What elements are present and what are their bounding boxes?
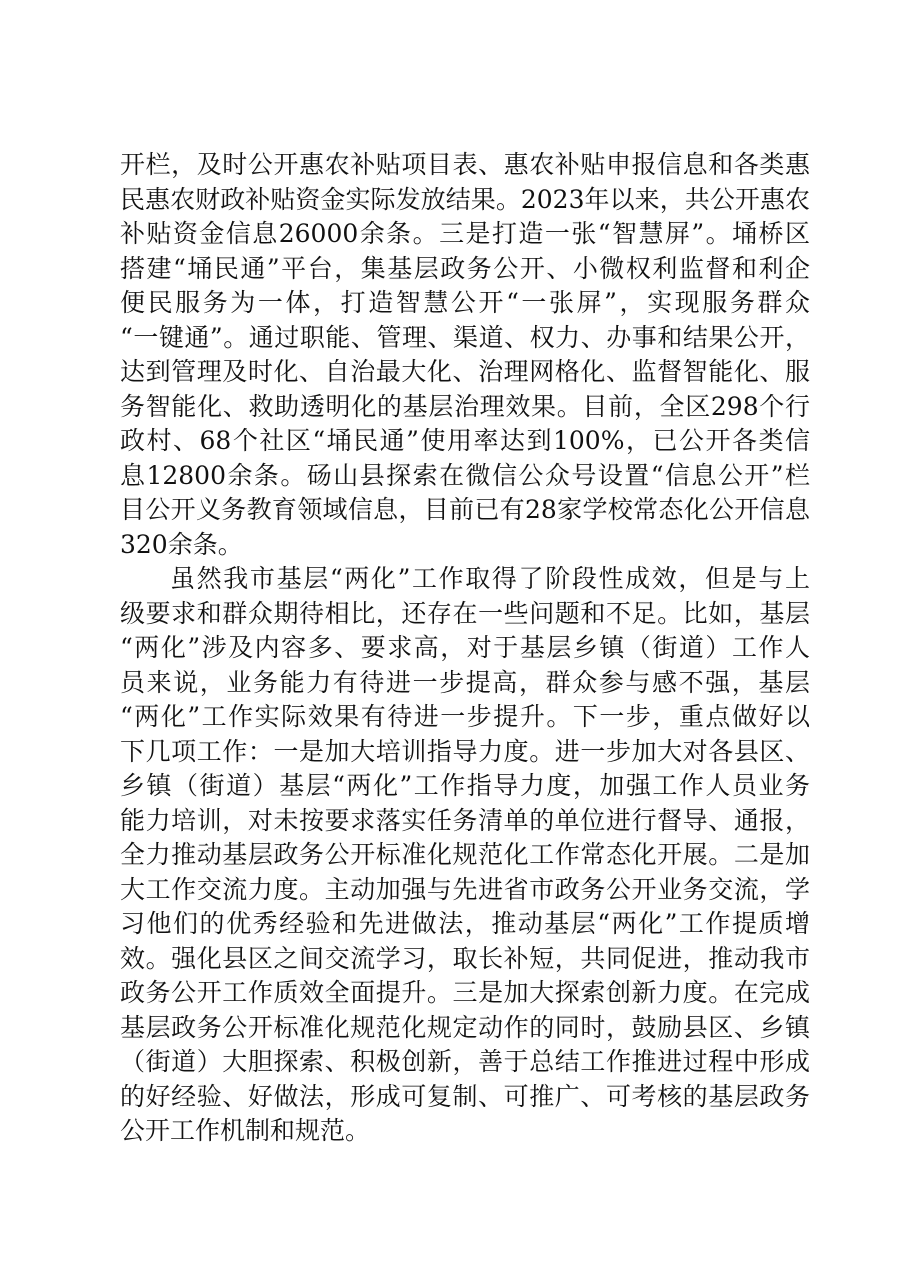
text-line: 全力推动基层政务公开标准化规范化工作常态化开展。二是加 — [120, 840, 810, 869]
text-line: 公开工作机制和规范。 — [120, 1116, 371, 1145]
text-line: 大工作交流力度。主动加强与先进省市政务公开业务交流，学 — [120, 874, 810, 904]
text-line: 下几项工作：一是加大培训指导力度。进一步加大对各县区、 — [120, 736, 810, 766]
text-line: “两化”工作实际效果有待进一步提升。下一步，重点做好以 — [120, 702, 810, 731]
text-line: 能力培训，对未按要求落实任务清单的单位进行督导、通报， — [120, 805, 810, 835]
text-line: 开栏，及时公开惠农补贴项目表、惠农补贴申报信息和各类惠 — [120, 150, 810, 179]
text-line: 便民服务为一体，打造智慧公开“一张屏”，实现服务群众 — [120, 288, 810, 317]
text-line: （街道）大胆探索、积极创新，善于总结工作推进过程中形成 — [120, 1047, 810, 1076]
text-line: 民惠农财政补贴资金实际发放结果。2023年以来，共公开惠农 — [120, 184, 810, 214]
text-line: 级要求和群众期待相比，还存在一些问题和不足。比如，基层 — [120, 598, 810, 628]
text-line: 搭建“埇民通”平台，集基层政务公开、小微权利监督和利企 — [120, 253, 810, 283]
text-line: 目公开义务教育领域信息，目前已有28家学校常态化公开信息 — [120, 495, 810, 524]
paragraph-1 — [120, 148, 810, 562]
text-line: 政村、68个社区“埇民通”使用率达到100%，已公开各类信 — [120, 426, 810, 455]
text-line: 务智能化、救助透明化的基层治理效果。目前，全区298个行 — [120, 391, 810, 421]
text-line: “一键通”。通过职能、管理、渠道、权力、办事和结果公开， — [120, 322, 810, 352]
text-line: 虽然我市基层“两化”工作取得了阶段性成效，但是与上 — [170, 564, 810, 593]
text-line: 的好经验、好做法，形成可复制、可推广、可考核的基层政务 — [120, 1081, 810, 1111]
text-line: 基层政务公开标准化规范化规定动作的同时，鼓励县区、乡镇 — [120, 1012, 810, 1042]
paragraph-2 — [120, 562, 810, 1149]
text-line: “两化”涉及内容多、要求高，对于基层乡镇（街道）工作人 — [120, 633, 810, 662]
text-line: 习他们的优秀经验和先进做法，推动基层“两化”工作提质增 — [120, 909, 810, 938]
text-line: 政务公开工作质效全面提升。三是加大探索创新力度。在完成 — [120, 978, 810, 1007]
text-line: 效。强化县区之间交流学习，取长补短，共同促进，推动我市 — [120, 943, 810, 973]
text-line: 达到管理及时化、自治最大化、治理网格化、监督智能化、服 — [120, 357, 810, 386]
text-line: 乡镇（街道）基层“两化”工作指导力度，加强工作人员业务 — [120, 771, 810, 800]
text-line: 补贴资金信息26000余条。三是打造一张“智慧屏”。埇桥区 — [120, 219, 810, 248]
text-line: 员来说，业务能力有待进一步提高，群众参与感不强，基层 — [120, 667, 810, 697]
body-text — [120, 148, 810, 1149]
text-line: 320余条。 — [120, 529, 243, 559]
text-line: 息12800余条。砀山县探索在微信公众号设置“信息公开”栏 — [120, 460, 810, 490]
